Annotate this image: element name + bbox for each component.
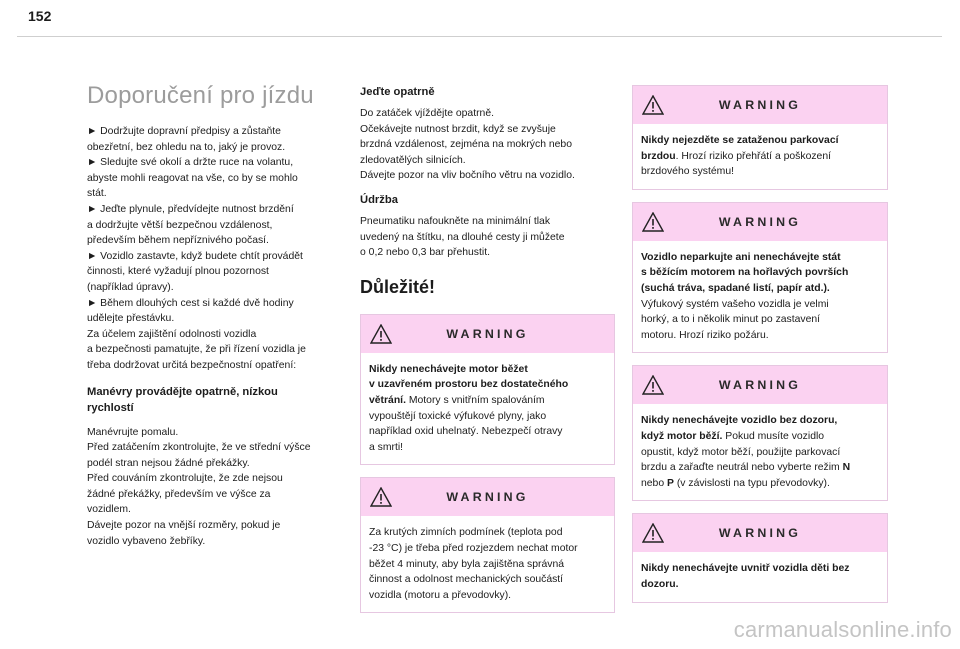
text-line: ► Dodržujte dopravní předpisy a zůstaňte xyxy=(87,126,281,137)
text-line: a bezpečnosti pamatujte, že při řízení vozidla je xyxy=(87,344,306,356)
text-line: Před couváním zkontrolujte, že zde nejsou xyxy=(87,473,283,485)
warning-box-unattended xyxy=(632,365,888,501)
text-line: ► Vozidlo zastavte, když budete chtít provádět xyxy=(87,250,303,262)
text-line: ► Během dlouhých cest si každé dvě hodiny xyxy=(87,297,294,309)
warning-triangle-icon xyxy=(642,95,664,115)
warning-title: WARNING xyxy=(718,98,802,112)
text-line: brzdového systému! xyxy=(641,166,734,178)
text-line: udělejte přestávku. xyxy=(87,313,175,325)
text-line: Výfukový systém vašeho vozidla je velmi xyxy=(641,298,829,310)
warning-title: WARNING xyxy=(718,214,802,229)
bold-text: N xyxy=(842,462,851,474)
text-line: činnosti, které vyžadují plnou pozornost xyxy=(87,266,269,278)
text-line: zledovatělých silnicích. xyxy=(360,154,466,166)
column-left xyxy=(87,82,345,549)
subheading-line: Manévry provádějte opatrně, nízkou xyxy=(87,385,278,398)
text-line: opustit, když motor běží, použijte parkovací xyxy=(641,446,841,458)
warning-triangle-icon xyxy=(370,487,392,507)
warning-title: WARNING xyxy=(446,326,529,341)
text-line: Nikdy nenechávejte vozidlo bez dozoru, xyxy=(641,415,838,427)
text-line: například oxid uhelnatý. Nebezpečí otravy xyxy=(369,426,563,438)
section-title: Doporučení pro jízdu xyxy=(87,82,314,109)
regular-text: Motory s vnitřním spalováním xyxy=(405,394,545,406)
text-line: podél stran nejsou žádné překážky. xyxy=(87,457,250,469)
warning-title: WARNING xyxy=(718,378,802,393)
text-line: uvedený na štítku, na dlouhé cesty ji můžete xyxy=(360,231,565,243)
text-line: činnost a odolnost mechanických součástí xyxy=(369,574,564,586)
warning-body xyxy=(361,516,614,612)
text-line: -23 °C) je třeba před rozjezdem nechat motor xyxy=(369,542,578,554)
text-line: Očekávejte nutnost brzdit, když se zvyšuje xyxy=(360,123,556,135)
text-line: Nikdy nejezděte se zataženou parkovací xyxy=(641,135,839,146)
text-line: s běžícím motorem na hořlavých površích xyxy=(641,267,849,279)
text-line: Za účelem zajištění odolnosti vozidla xyxy=(87,328,257,340)
text-line: Před zatáčením zkontrolujte, že ve střední výšce xyxy=(87,442,311,454)
regular-text: . Hrozí riziko přehřátí a poškození xyxy=(675,150,831,162)
warning-body xyxy=(361,353,614,465)
regular-text: nebo xyxy=(641,477,668,489)
text-line: třeba dodržovat určitá bezpečnostní opatření: xyxy=(87,359,297,371)
text-line: žádné překážky, především ve výšce za xyxy=(87,488,271,500)
text-line: Pneumatiku nafoukněte na minimální tlak xyxy=(360,215,551,227)
warning-header xyxy=(361,315,614,353)
regular-text: (v závislosti na typu převodovky). xyxy=(673,477,830,489)
subheading-line: rychlostí xyxy=(87,401,134,414)
text-line: Nikdy nenechávejte uvnitř vozidla děti bez xyxy=(641,563,850,575)
warning-body xyxy=(633,552,887,601)
warning-header xyxy=(633,86,887,124)
warning-triangle-icon xyxy=(642,212,664,232)
warning-header xyxy=(633,203,887,241)
warning-body xyxy=(633,124,887,189)
intro-text xyxy=(87,124,345,374)
text-line: stát. xyxy=(87,188,107,200)
regular-text: Pokud musíte vozidlo xyxy=(722,430,825,442)
text-line: ► Jeďte plynule, předvídejte nutnost brzdění xyxy=(87,203,294,215)
text-line: Dávejte pozor na vliv bočního větru na vozidlo. xyxy=(360,170,575,182)
text-line xyxy=(641,460,879,476)
text-line: vozidlo vybaveno žebříky. xyxy=(87,535,206,547)
text-line: o 0,2 nebo 0,3 bar přehustit. xyxy=(360,247,490,259)
warning-triangle-icon xyxy=(370,324,392,344)
text-line: především během nepříznivého počasí. xyxy=(87,235,269,247)
text-line: brzdná vzdálenost, zejména na mokrých nebo xyxy=(360,139,572,151)
text-line: Nikdy nenechávejte motor běžet xyxy=(369,363,528,375)
watermark: carmanualsonline.info xyxy=(733,617,952,642)
text-line: Vozidlo neparkujte ani nenechávejte stát xyxy=(641,251,841,263)
warning-title: WARNING xyxy=(718,526,802,541)
header-divider xyxy=(17,36,942,37)
warning-body xyxy=(633,404,887,500)
subheading-maintenance: Údržba xyxy=(360,193,398,206)
bold-text: větrání. xyxy=(369,394,406,406)
text-line: (například úpravy). xyxy=(87,281,174,293)
column-right xyxy=(632,85,888,615)
text-line: Za krutých zimních podmínek (teplota pod xyxy=(369,527,563,539)
warning-box-exhaust xyxy=(360,314,615,466)
text-line xyxy=(641,149,879,165)
maneuver-subheading xyxy=(87,384,345,416)
text-line: a dodržujte větší bezpečnou vzdálenost, xyxy=(87,219,273,231)
text-line: abyste mohli reagovat na vše, co by se mohlo xyxy=(87,172,298,184)
warning-header xyxy=(361,478,614,516)
text-line xyxy=(641,476,879,492)
text-line: ► Sledujte své okolí a držte ruce na volantu, xyxy=(87,157,294,169)
bold-text: P xyxy=(667,477,674,489)
warning-box-winter xyxy=(360,477,615,613)
warning-box-children xyxy=(632,513,888,602)
warning-triangle-icon xyxy=(642,375,664,395)
text-line: vypouštějí toxické výfukové plyny, jako xyxy=(369,410,547,422)
text-line: dozoru. xyxy=(641,578,679,590)
warning-header xyxy=(633,514,887,552)
subheading-drive-carefully: Jeďte opatrně xyxy=(360,86,435,98)
maintenance-text xyxy=(360,214,615,261)
text-line: vozidla (motoru a převodovky). xyxy=(369,589,512,601)
text-line: a smrti! xyxy=(369,441,404,453)
text-line: Manévrujte pomalu. xyxy=(87,426,179,438)
warning-box-flammable xyxy=(632,202,888,354)
text-line: horký, a to i několik minut po zastavení xyxy=(641,314,821,326)
maneuver-text xyxy=(87,425,345,550)
regular-text: brzdu a zařaďte neutrál nebo vyberte režim xyxy=(641,462,843,474)
text-line: Dávejte pozor na vnější rozměry, pokud je xyxy=(87,520,281,532)
text-line xyxy=(641,429,879,445)
text-line: obezřetní, bez ohledu na to, jaký je provoz. xyxy=(87,141,286,153)
warning-body xyxy=(633,241,887,353)
page-number: 152 xyxy=(28,8,52,24)
text-line: běžet 4 minuty, aby byla zajištěna správná xyxy=(369,558,565,570)
warning-title: WARNING xyxy=(446,490,529,505)
text-line: Do zatáček vjíždějte opatrně. xyxy=(360,108,494,119)
drive-carefully-text xyxy=(360,106,615,184)
warning-triangle-icon xyxy=(642,523,664,543)
text-line: motoru. Hrozí riziko požáru. xyxy=(641,329,769,341)
text-line: v uzavřeném prostoru bez dostatečného xyxy=(369,379,569,391)
warning-box-parking-brake xyxy=(632,85,888,190)
text-line: (suchá tráva, spadané listí, papír atd.). xyxy=(641,282,830,294)
text-line: vozidlem. xyxy=(87,504,131,516)
warning-header xyxy=(633,366,887,404)
column-middle xyxy=(360,82,615,625)
bold-text: když motor běží. xyxy=(641,430,723,442)
important-heading: Důležité! xyxy=(360,276,436,297)
text-line xyxy=(369,393,606,409)
bold-text: brzdou xyxy=(641,150,676,162)
